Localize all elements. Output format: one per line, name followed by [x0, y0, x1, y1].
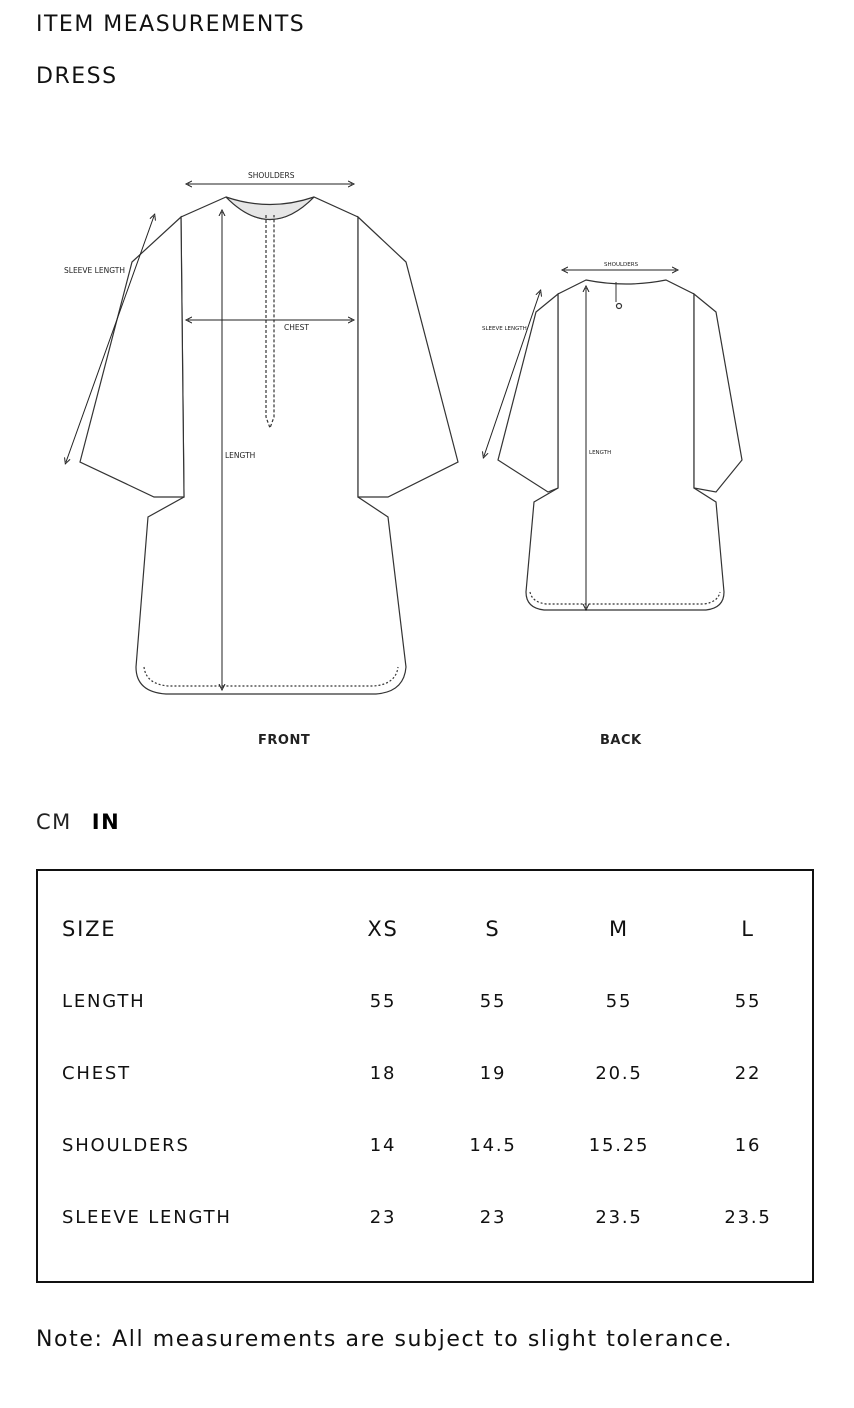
- cell-value: 55: [605, 990, 633, 1012]
- cell-value: 55: [734, 990, 762, 1012]
- table-row: [62, 1181, 806, 1253]
- header-s: S: [485, 917, 501, 941]
- cell-value: 18: [369, 1062, 397, 1084]
- row-label: SHOULDERS: [62, 1134, 190, 1156]
- cell-value: 23: [479, 1206, 507, 1228]
- front-chest-label: CHEST: [284, 323, 309, 332]
- row-label: LENGTH: [62, 990, 146, 1012]
- header-m: M: [609, 917, 629, 941]
- back-length-label: LENGTH: [589, 450, 612, 456]
- cell-value: 55: [479, 990, 507, 1012]
- cell-value: 19: [479, 1062, 507, 1084]
- back-sleeve-length-label: SLEEVE LENGTH: [482, 326, 527, 332]
- cell-value: 55: [369, 990, 397, 1012]
- size-table: [62, 893, 806, 1253]
- cell-value: 15.25: [588, 1134, 650, 1156]
- cell-value: 23.5: [724, 1206, 772, 1228]
- unit-option-in[interactable]: IN: [91, 810, 121, 834]
- front-sleeve-length-label: SLEEVE LENGTH: [64, 266, 125, 275]
- measurement-diagram: [36, 112, 796, 782]
- table-row: [62, 965, 806, 1037]
- front-caption: FRONT: [258, 733, 311, 748]
- row-label: CHEST: [62, 1062, 131, 1084]
- cell-value: 14.5: [469, 1134, 517, 1156]
- tolerance-note: Note: All measurements are subject to slight tolerance.: [36, 1327, 734, 1352]
- page-title: ITEM MEASUREMENTS: [36, 12, 306, 37]
- back-dress-illustration: [498, 280, 742, 610]
- front-shoulders-label: SHOULDERS: [248, 171, 295, 180]
- table-header-row: [62, 893, 806, 965]
- cell-value: 16: [734, 1134, 762, 1156]
- back-shoulders-label: SHOULDERS: [604, 262, 639, 268]
- table-row: [62, 1109, 806, 1181]
- unit-option-cm[interactable]: CM: [36, 810, 72, 834]
- cell-value: 14: [369, 1134, 397, 1156]
- header-xs: XS: [367, 917, 399, 941]
- header-size: SIZE: [62, 917, 117, 941]
- cell-value: 23.5: [595, 1206, 643, 1228]
- table-row: [62, 1037, 806, 1109]
- product-title: DRESS: [36, 64, 118, 89]
- row-label: SLEEVE LENGTH: [62, 1206, 232, 1228]
- back-caption: BACK: [600, 733, 642, 748]
- size-chart: [36, 869, 814, 1283]
- cell-value: 20.5: [595, 1062, 643, 1084]
- cell-value: 23: [369, 1206, 397, 1228]
- front-dress-illustration: [80, 197, 458, 694]
- cell-value: 22: [734, 1062, 762, 1084]
- unit-toggle: [36, 810, 120, 834]
- header-l: L: [741, 917, 755, 941]
- front-length-label: LENGTH: [225, 451, 256, 460]
